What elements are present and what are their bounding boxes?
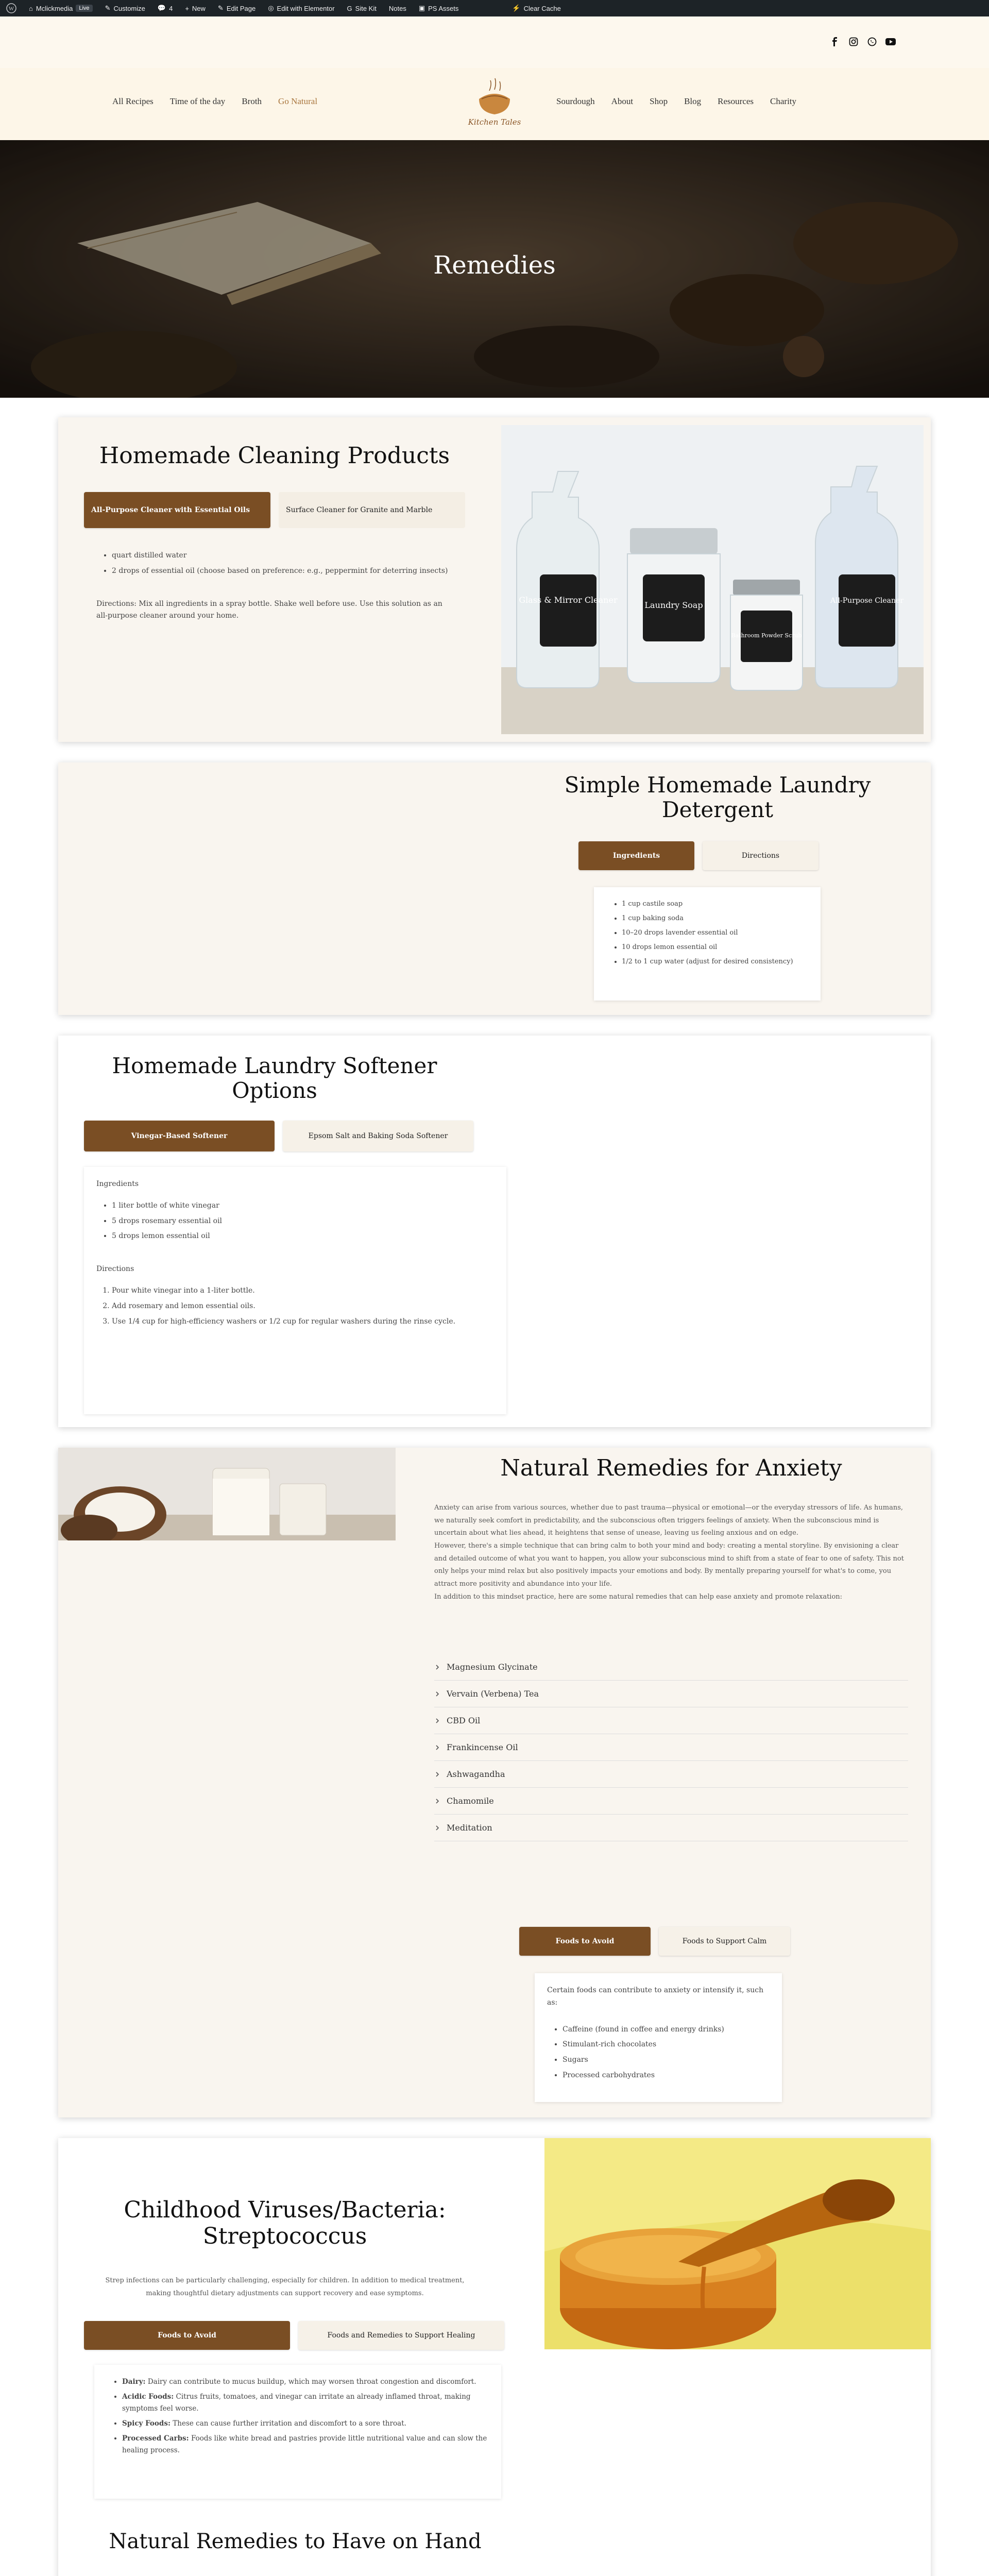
viruses-intro: Strep infections can be particularly challenging, especially for children. In addition to medical treatment, making thoughtful dietary adjustments can support recovery and ease symptoms. <box>105 2277 465 2297</box>
jar-laundry-soap <box>627 528 720 683</box>
anxiety-paragraph-3: In addition to this mindset practice, here are some natural remedies that can help ease anxiety and promote relaxation: <box>434 1592 843 1601</box>
admin-site-kit[interactable]: G Site Kit <box>347 4 377 12</box>
list-item: • Dairy: Dairy can contribute to mucus buildup, which may worsen throat congestion and discomfort. <box>122 2376 489 2388</box>
list-item: 3. Use 1/4 cup for high-efficiency washers or 1/2 cup for regular washers during the rinse cycle. <box>112 1316 494 1328</box>
list-item: • Processed Carbs: Foods like white bread and pastries provide little nutritional value and can slow the healing process. <box>122 2433 489 2456</box>
list-item: • Acidic Foods: Citrus fruits, tomatoes, and vinegar can irritate an already inflamed throat, making symptoms feel worse. <box>122 2391 489 2415</box>
list-item: • Stimulant-rich chocolates <box>562 2039 770 2051</box>
cleaning-panel <box>84 538 465 634</box>
tab-viruses-avoid[interactable]: Foods to Avoid <box>84 2321 290 2350</box>
admin-elementor[interactable]: ◎ Edit with Elementor <box>268 4 335 12</box>
tab-directions[interactable]: Directions <box>703 841 819 870</box>
cleaning-title: Homemade Cleaning Products <box>99 443 450 469</box>
header-social-links <box>829 36 896 47</box>
nav-item-about[interactable]: About <box>611 96 634 106</box>
admin-clear-cache[interactable]: ⚡ Clear Cache <box>512 4 561 12</box>
home-icon: ⌂ <box>29 4 33 12</box>
jar-bathroom-scrub <box>730 580 803 690</box>
softener-ingredients-label: Ingredients <box>96 1180 139 1188</box>
admin-notes[interactable]: Notes <box>388 4 406 12</box>
svg-text:All-Purpose Cleaner: All-Purpose Cleaner <box>830 597 904 605</box>
coconut-milk-image <box>58 1448 396 1540</box>
accordion-frankincense[interactable]: Frankincense Oil <box>434 1734 908 1761</box>
anxiety-foods-list <box>547 2024 770 2082</box>
admin-wp-logo[interactable] <box>0 0 23 16</box>
list-item: • Sugars <box>562 2054 770 2066</box>
list-item: • Spicy Foods: These can cause further irritation and discomfort to a sore throat. <box>122 2418 489 2430</box>
softener-ingredients-list <box>96 1200 494 1243</box>
chevron-right-icon <box>434 1744 440 1751</box>
softener-tabs <box>84 1121 473 1151</box>
svg-text:Laundry Soap: Laundry Soap <box>644 600 703 610</box>
page-title: Remedies <box>433 251 556 280</box>
viruses-section <box>58 2138 931 2576</box>
sitekit-icon: G <box>347 4 352 12</box>
laundry-detergent-section <box>58 762 931 1015</box>
accordion-magnesium[interactable]: Magnesium Glycinate <box>434 1654 908 1681</box>
admin-comments[interactable]: 💬 4 <box>157 4 173 12</box>
tab-foods-support-calm[interactable]: Foods to Support Calm <box>659 1927 790 1956</box>
svg-text:Glass & Mirror Cleaner: Glass & Mirror Cleaner <box>519 595 618 605</box>
anxiety-tabs <box>519 1927 790 1956</box>
tab-viruses-healing[interactable]: Foods and Remedies to Support Healing <box>298 2321 504 2350</box>
tab-epsom-softener[interactable]: Epsom Salt and Baking Soda Softener <box>283 1121 473 1151</box>
list-item: • 10–20 drops lavender essential oil <box>622 927 808 939</box>
anxiety-paragraph-2: However, there's a simple technique that can bring calm to both your mind and body: creating a mental storyline. By envisioning a clear and detailed outcome of what you want to happen, you allow your subconscious mind to shift from a state of fear to one of safety. This not only helps your mind relax but also positively impacts your emotions and body. By mentally preparing yourself for what's to come, you attract more positivity and abundance into your life. <box>434 1542 904 1588</box>
accordion-meditation[interactable]: Meditation <box>434 1815 908 1841</box>
nav-item-shop[interactable]: Shop <box>650 96 668 106</box>
viruses-title: Childhood Viruses/Bacteria: Streptococcus <box>124 2197 446 2249</box>
accordion-ashwagandha[interactable]: Ashwagandha <box>434 1761 908 1788</box>
cache-icon: ⚡ <box>512 4 521 12</box>
nav-item-charity[interactable]: Charity <box>770 96 797 106</box>
nav-item-broth[interactable]: Broth <box>242 96 262 106</box>
cleaning-directions: Directions: Mix all ingredients in a spray bottle. Shake well before use. Use this solution as an all-purpose cleaner around your home. <box>96 599 442 620</box>
honey-jar-image <box>544 2138 931 2349</box>
tab-surface-cleaner[interactable]: Surface Cleaner for Granite and Marble <box>279 492 465 528</box>
anxiety-accordion <box>434 1654 908 1841</box>
tab-vinegar-softener[interactable]: Vinegar-Based Softener <box>84 1121 275 1151</box>
anxiety-section <box>58 1448 931 2117</box>
list-item: • quart distilled water <box>112 550 453 562</box>
list-item: • 5 drops lemon essential oil <box>112 1230 494 1243</box>
anxiety-title: Natural Remedies for Anxiety <box>500 1455 842 1481</box>
list-item: • 10 drops lemon essential oil <box>622 942 808 953</box>
cleaning-ingredients-list <box>96 550 453 578</box>
admin-new[interactable]: + New <box>185 4 206 12</box>
nav-item-resources[interactable]: Resources <box>718 96 754 106</box>
chevron-right-icon <box>434 1825 440 1831</box>
laundry-ingredients-list <box>606 899 808 968</box>
softener-directions-list <box>96 1285 494 1328</box>
svg-text:W: W <box>8 6 14 12</box>
anxiety-panel <box>535 1973 782 2102</box>
hero-banner <box>0 140 989 398</box>
anxiety-paragraph-1: Anxiety can arise from various sources, whether due to past trauma—physical or emotional—or the everyday stressors of life. As humans, we naturally seek comfort in predictability, and the subconscious often triggers feelings of anxiety. When the subconscious mind is uncertain about what lies ahead, it heightens that sense of unease, leaving us feeling anxious and on edge. <box>434 1504 903 1537</box>
comment-icon: 💬 <box>157 4 166 12</box>
tab-all-purpose-cleaner[interactable]: All-Purpose Cleaner with Essential Oils <box>84 492 270 528</box>
svg-text:Kitchen Tales: Kitchen Tales <box>468 117 521 127</box>
chevron-right-icon <box>434 1691 440 1697</box>
nav-item-go-natural[interactable]: Go Natural <box>278 96 318 106</box>
list-item: • Caffeine (found in coffee and energy drinks) <box>562 2024 770 2036</box>
softener-directions-label: Directions <box>96 1265 134 1274</box>
svg-text:Bathroom Powder Scrub: Bathroom Powder Scrub <box>731 632 802 639</box>
assets-icon: ▣ <box>418 4 425 12</box>
tab-foods-to-avoid[interactable]: Foods to Avoid <box>519 1927 651 1956</box>
brush-icon: ✎ <box>105 4 111 12</box>
cleaning-tabs <box>84 492 465 528</box>
top-strip <box>0 16 989 68</box>
chevron-right-icon <box>434 1664 440 1670</box>
nav-item-blog[interactable]: Blog <box>684 96 702 106</box>
chevron-right-icon <box>434 1798 440 1804</box>
anxiety-body <box>434 1502 908 1604</box>
viruses-foods-list <box>107 2376 489 2456</box>
list-item: • 5 drops rosemary essential oil <box>112 1215 494 1228</box>
admin-edit-page[interactable]: ✎ Edit Page <box>217 4 256 12</box>
plus-icon: + <box>185 4 189 12</box>
elementor-icon: ◎ <box>268 4 274 12</box>
whatsapp-icon[interactable] <box>866 36 878 47</box>
softener-panel <box>84 1167 506 1414</box>
accordion-cbd[interactable]: CBD Oil <box>434 1707 908 1734</box>
viruses-tabs <box>84 2321 504 2350</box>
tab-ingredients[interactable]: Ingredients <box>578 841 694 870</box>
accordion-vervain[interactable]: Vervain (Verbena) Tea <box>434 1681 908 1707</box>
laundry-panel <box>594 887 821 1001</box>
nav-item-time-of-day[interactable]: Time of the day <box>169 96 226 106</box>
admin-bar <box>0 0 989 16</box>
viruses-panel <box>94 2365 501 2499</box>
admin-site-name[interactable]: ⌂ Mclickmedia Live <box>23 0 99 16</box>
list-item: 2. Add rosemary and lemon essential oils. <box>112 1300 494 1313</box>
admin-customize[interactable]: ✎ Customize <box>105 4 145 12</box>
site-logo[interactable] <box>464 73 525 135</box>
instagram-icon[interactable] <box>848 36 859 47</box>
admin-ps-assets[interactable]: ▣ PS Assets <box>418 4 459 12</box>
nav-menu-right <box>556 96 796 107</box>
youtube-icon[interactable] <box>885 36 896 47</box>
onhand-title: Natural Remedies to Have on Hand <box>109 2530 482 2553</box>
list-item: • 1 liter bottle of white vinegar <box>112 1200 494 1212</box>
accordion-chamomile[interactable]: Chamomile <box>434 1788 908 1815</box>
laundry-tabs <box>578 841 819 870</box>
main-navigation <box>0 68 989 140</box>
softener-title: Homemade Laundry Softener Options <box>112 1053 437 1104</box>
cleaning-bottles-image <box>501 425 924 734</box>
list-item: • 1 cup baking soda <box>622 913 808 924</box>
list-item: • 1 cup castile soap <box>622 899 808 910</box>
nav-item-sourdough[interactable]: Sourdough <box>556 96 595 106</box>
list-item: • Processed carbohydrates <box>562 2070 770 2082</box>
wordpress-icon <box>6 3 16 13</box>
nav-menu-left <box>112 96 317 107</box>
chevron-right-icon <box>434 1771 440 1777</box>
anxiety-panel-intro: Certain foods can contribute to anxiety or intensify it, such as: <box>547 1986 764 2007</box>
laundry-softener-section <box>58 1036 931 1427</box>
facebook-icon[interactable] <box>829 36 841 47</box>
nav-item-all-recipes[interactable]: All Recipes <box>112 96 154 106</box>
live-badge: Live <box>76 5 92 12</box>
laundry-title: Simple Homemade Laundry Detergent <box>564 772 871 823</box>
pencil-icon: ✎ <box>217 4 224 12</box>
list-item: 1. Pour white vinegar into a 1-liter bottle. <box>112 1285 494 1297</box>
list-item: • 1/2 to 1 cup water (adjust for desired consistency) <box>622 956 808 968</box>
cleaning-products-section <box>58 417 931 742</box>
chevron-right-icon <box>434 1718 440 1724</box>
list-item: • 2 drops of essential oil (choose based on preference: e.g., peppermint for deterring insects) <box>112 565 453 578</box>
